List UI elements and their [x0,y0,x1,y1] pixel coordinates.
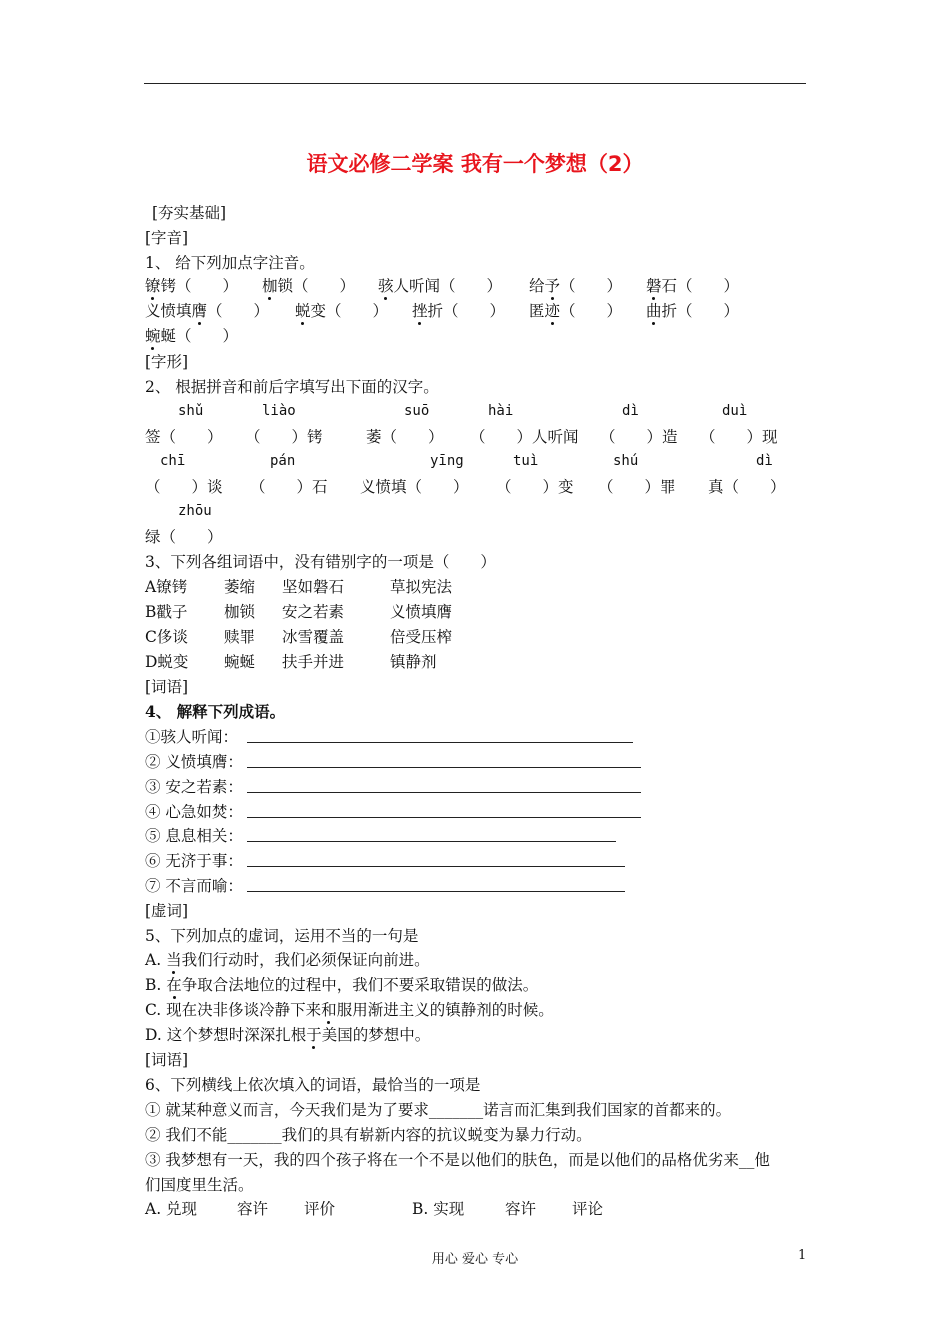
pinyin: hài [488,403,514,419]
answer-line[interactable] [247,742,633,743]
page-title: 语文必修二学案 我有一个梦想（2） [306,152,644,176]
pinyin: tuì [513,453,539,469]
q3-option: 扶手并进 [282,653,345,671]
q1-item: 磐石（ ） [646,277,740,295]
q2-blank: （ ）罪 [598,478,676,496]
q5-option-a: A. 当我们行动时，我们必须保证向前进。 [145,951,430,969]
idiom-item: ⑤ 息息相关： [145,827,243,845]
q6-option-a: 容许 [237,1200,269,1218]
q3-option: 镇静剂 [390,653,437,671]
q1-item: 蜕变（ ） [295,302,389,320]
q2-blank: 真（ ） [708,478,786,496]
q3-option: 安之若素 [282,603,345,621]
q6-option-a: A. 兑现 [145,1200,198,1218]
pinyin: chī [160,453,186,469]
answer-line[interactable] [247,767,641,768]
q1-item: 义愤填膺（ ） [145,302,270,320]
q5-option-c: C. 现在决非侈谈冷静下来和服用渐进主义的镇静剂的时候。 [145,1001,554,1019]
q2-blank: 绿（ ） [145,528,223,546]
q2-blank: （ ）铐 [245,428,323,446]
q2-blank: （ ）变 [496,478,574,496]
section-vocab: [词语] [145,678,189,696]
page-number: 1 [798,1248,807,1263]
q2-stem: 2、 根据拼音和前后字填写出下面的汉字。 [145,378,439,396]
idiom-item: ② 义愤填膺： [145,753,243,771]
q1-item: 曲折（ ） [646,302,740,320]
q3-option: 萎缩 [224,578,256,596]
q6-option-b: 评论 [572,1200,604,1218]
q2-blank: 萎（ ） [366,428,444,446]
q2-blank: （ ）石 [250,478,328,496]
header-rule [144,83,806,84]
q6-option-b: 容许 [505,1200,537,1218]
q3-option: 赎罪 [224,628,256,646]
q3-option: 义愤填膺 [390,603,453,621]
q1-item: 枷锁（ ） [262,277,356,295]
footer-text: 用心 爱心 专心 [431,1252,519,1267]
pinyin: duì [722,403,748,419]
q6-sentence-3: ③ 我梦想有一天，我的四个孩子将在一个不是以他们的肤色，而是以他们的品格优劣来__他 [145,1151,770,1169]
pinyin: liào [262,403,296,419]
q5-stem: 5、下列加点的虚词，运用不当的一句是 [145,927,419,945]
q2-blank: （ ）人听闻 [470,428,579,446]
answer-line[interactable] [247,841,616,842]
q3-option: 枷锁 [224,603,256,621]
q6-sentence-3-cont: 们国度里生活。 [145,1176,254,1194]
q1-stem: 1、 给下列加点字注音。 [145,254,315,272]
answer-line[interactable] [247,817,641,818]
q6-sentence-2: ② 我们不能_______我们的具有崭新内容的抗议蜕变为暴力行动。 [145,1126,592,1144]
q3-option: 草拟宪法 [390,578,453,596]
q2-blank: （ ）造 [600,428,678,446]
section-vocab-2: [词语] [145,1051,189,1069]
pinyin: dì [756,453,773,469]
q2-blank: 义愤填（ ） [360,478,469,496]
q3-option: 倍受压榨 [390,628,453,646]
answer-line[interactable] [247,891,625,892]
idiom-item: ①骇人听闻： [145,728,239,746]
answer-line[interactable] [247,792,641,793]
idiom-item: ⑦ 不言而喻： [145,877,243,895]
q3-option: 蜿蜒 [224,653,256,671]
section-glyph: [字形] [145,353,189,371]
pinyin: yīng [430,453,464,469]
q3-option: 冰雪覆盖 [282,628,345,646]
idiom-item: ⑥ 无济于事： [145,852,243,870]
section-function-words: [虚词] [145,902,189,920]
q3-stem: 3、下列各组词语中，没有错别字的一项是（ ） [145,553,496,571]
q3-option: A镣铐 [145,578,188,596]
section-foundation: [夯实基础] [152,204,227,222]
pinyin: shú [613,453,639,469]
q1-item: 骇人听闻（ ） [378,277,503,295]
q1-item: 镣铐（ ） [145,277,239,295]
q5-option-b: B. 在争取合法地位的过程中，我们不要采取错误的做法。 [145,976,539,994]
q3-option: B戳子 [145,603,188,621]
answer-line[interactable] [247,866,625,867]
q6-stem: 6、下列横线上依次填入的词语，最恰当的一项是 [145,1076,481,1094]
q3-option: C侈谈 [145,628,188,646]
pinyin: suō [404,403,430,419]
q3-option: 坚如磐石 [282,578,345,596]
q6-sentence-1: ① 就某种意义而言，今天我们是为了要求_______诺言而汇集到我们国家的首都来的。 [145,1101,732,1119]
q1-item: 给予（ ） [529,277,623,295]
q2-blank: （ ）谈 [145,478,223,496]
q4-stem: 4、 解释下列成语。 [145,702,286,721]
section-pronunciation: [字音] [145,229,189,247]
q2-blank: 签（ ） [145,428,223,446]
q3-option: D蜕变 [145,653,189,671]
q6-option-a: 评价 [304,1200,336,1218]
q1-item: 挫折（ ） [412,302,506,320]
pinyin: zhōu [178,503,212,519]
q1-item: 蜿蜒（ ） [145,327,239,345]
idiom-item: ③ 安之若素： [145,778,243,796]
pinyin: pán [270,453,296,469]
q1-item: 匿迹（ ） [529,302,623,320]
pinyin: dì [622,403,639,419]
idiom-item: ④ 心急如焚： [145,803,243,821]
q5-option-d: D. 这个梦想时深深扎根于美国的梦想中。 [145,1026,431,1044]
q2-blank: （ ）现 [700,428,778,446]
q6-option-b: B. 实现 [412,1200,465,1218]
pinyin: shǔ [178,403,204,419]
